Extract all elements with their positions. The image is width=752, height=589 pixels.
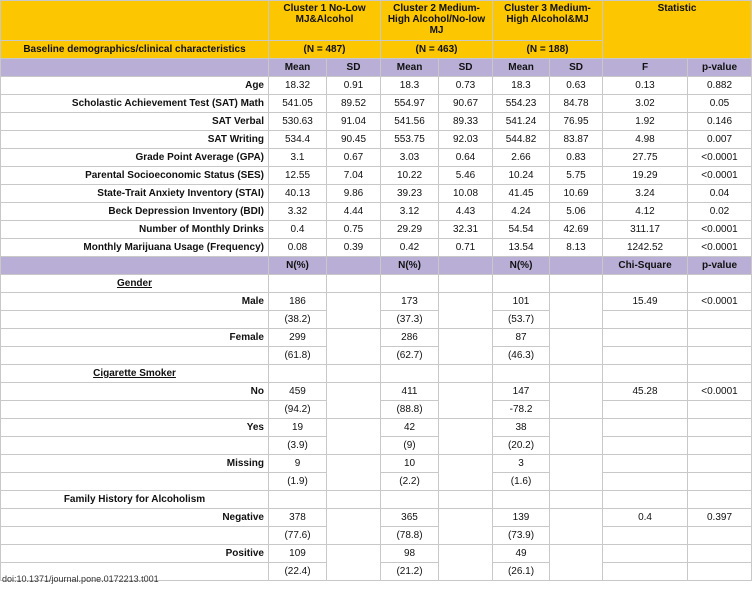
table-cell: 0.73	[439, 77, 493, 95]
table-cell: 541.24	[493, 113, 550, 131]
percent-cell: (61.8)	[269, 347, 327, 365]
percent-cell: (2.2)	[381, 473, 439, 491]
count-cell: 147	[493, 383, 550, 401]
table-cell: 10.24	[493, 167, 550, 185]
table-cell: 0.75	[327, 221, 381, 239]
count-cell: 9	[269, 455, 327, 473]
row-label: Monthly Marijuana Usage (Frequency)	[1, 239, 269, 257]
blank-cell	[603, 527, 688, 545]
count-cell: 411	[381, 383, 439, 401]
blank-cell	[381, 275, 439, 293]
row-label: Missing	[1, 455, 269, 473]
table-cell: 0.64	[439, 149, 493, 167]
cluster2-header: Cluster 2 Medium-High Alcohol/No-low MJ	[381, 1, 493, 41]
blank-cell	[688, 437, 752, 455]
blank-cell	[439, 383, 493, 419]
blank-cell	[439, 509, 493, 545]
blank-cell	[1, 401, 269, 419]
table-cell: 9.86	[327, 185, 381, 203]
blank-cell	[327, 455, 381, 491]
blank-cell	[327, 491, 381, 509]
column-header: p-value	[688, 257, 752, 275]
group-title-row	[1, 275, 752, 293]
blank-cell	[603, 347, 688, 365]
table-row	[1, 419, 752, 437]
table-cell: 5.75	[550, 167, 603, 185]
table-cell: 530.63	[269, 113, 327, 131]
count-cell: 139	[493, 509, 550, 527]
table-cell: 3.02	[603, 95, 688, 113]
blank-cell	[1, 527, 269, 545]
count-cell: 186	[269, 293, 327, 311]
table-cell: 19.29	[603, 167, 688, 185]
table-cell: 3.24	[603, 185, 688, 203]
blank-cell	[688, 491, 752, 509]
blank-cell	[550, 275, 603, 293]
table-cell: 1242.52	[603, 239, 688, 257]
count-cell: 10	[381, 455, 439, 473]
table-cell: 5.06	[550, 203, 603, 221]
blank-cell	[688, 311, 752, 329]
table-cell: 534.4	[269, 131, 327, 149]
blank-cell	[327, 275, 381, 293]
table-row	[1, 95, 752, 113]
table-cell: 541.05	[269, 95, 327, 113]
table-row	[1, 149, 752, 167]
percent-cell: (94.2)	[269, 401, 327, 419]
table-cell: 92.03	[439, 131, 493, 149]
table-cell: 12.55	[269, 167, 327, 185]
table-cell: 0.39	[327, 239, 381, 257]
table-cell: 29.29	[381, 221, 439, 239]
blank-cell	[688, 473, 752, 491]
chi-square-value: 15.49	[603, 293, 688, 311]
blank-cell	[603, 419, 688, 437]
blank-cell	[269, 275, 327, 293]
cluster1-n: (N = 487)	[269, 41, 381, 59]
table-cell: 7.04	[327, 167, 381, 185]
column-header: Chi-Square	[603, 257, 688, 275]
table-cell: 0.13	[603, 77, 688, 95]
table-cell: 10.22	[381, 167, 439, 185]
table-cell: <0.0001	[688, 239, 752, 257]
column-header: N(%)	[381, 257, 439, 275]
blank-cell	[381, 491, 439, 509]
percent-cell: (1.9)	[269, 473, 327, 491]
table-cell: 3.03	[381, 149, 439, 167]
gender-title	[1, 275, 269, 293]
column-header: N(%)	[493, 257, 550, 275]
row-label: Female	[1, 329, 269, 347]
blank-cell	[550, 491, 603, 509]
percent-cell: (46.3)	[493, 347, 550, 365]
smoker-title-text: Cigarette Smoker	[93, 368, 176, 379]
table-row	[1, 167, 752, 185]
table-row	[1, 545, 752, 563]
table-cell: 541.56	[381, 113, 439, 131]
table-row	[1, 329, 752, 347]
percent-cell: (1.6)	[493, 473, 550, 491]
table-cell: 83.87	[550, 131, 603, 149]
blank-cell	[439, 365, 493, 383]
table-row	[1, 509, 752, 527]
row-label: Number of Monthly Drinks	[1, 221, 269, 239]
percent-cell: (78.8)	[381, 527, 439, 545]
table-cell: 0.08	[269, 239, 327, 257]
count-cell: 173	[381, 293, 439, 311]
chi-square-value: 45.28	[603, 383, 688, 401]
group-title-row	[1, 491, 752, 509]
column-header: p-value	[688, 59, 752, 77]
table-cell: 1.92	[603, 113, 688, 131]
table-cell: 4.44	[327, 203, 381, 221]
percent-cell: (88.8)	[381, 401, 439, 419]
count-cell: 87	[493, 329, 550, 347]
table-cell: 0.007	[688, 131, 752, 149]
table-cell: 39.23	[381, 185, 439, 203]
percent-cell: (3.9)	[269, 437, 327, 455]
count-cell: 42	[381, 419, 439, 437]
blank-cell	[688, 419, 752, 437]
cluster2-n: (N = 463)	[381, 41, 493, 59]
percent-cell: (62.7)	[381, 347, 439, 365]
table-cell: 91.04	[327, 113, 381, 131]
row-label: Grade Point Average (GPA)	[1, 149, 269, 167]
table-cell: 554.23	[493, 95, 550, 113]
column-header: F	[603, 59, 688, 77]
table-cell: 0.02	[688, 203, 752, 221]
table-cell: 18.32	[269, 77, 327, 95]
row-label: Beck Depression Inventory (BDI)	[1, 203, 269, 221]
table-cell: <0.0001	[688, 149, 752, 167]
count-cell: 459	[269, 383, 327, 401]
cluster3-n: (N = 188)	[493, 41, 603, 59]
blank-cell	[493, 275, 550, 293]
table-row	[1, 455, 752, 473]
percent-cell: (73.9)	[493, 527, 550, 545]
table-row	[1, 77, 752, 95]
count-cell: 3	[493, 455, 550, 473]
blank-cell	[550, 257, 603, 275]
blank-cell	[1, 437, 269, 455]
blank-cell	[327, 365, 381, 383]
table-cell: 0.83	[550, 149, 603, 167]
percent-cell: (9)	[381, 437, 439, 455]
table-cell: 42.69	[550, 221, 603, 239]
table-cell: 0.04	[688, 185, 752, 203]
blank-cell	[603, 545, 688, 563]
table-cell: <0.0001	[688, 221, 752, 239]
table-cell: 8.13	[550, 239, 603, 257]
blank-cell	[439, 455, 493, 491]
row-label: Age	[1, 77, 269, 95]
smoker-title	[1, 365, 269, 383]
row-label: State-Trait Anxiety Inventory (STAI)	[1, 185, 269, 203]
column-header: Mean	[381, 59, 439, 77]
table-cell: 3.1	[269, 149, 327, 167]
categorical-header-row	[1, 257, 752, 275]
blank-cell	[550, 329, 603, 365]
blank-cell	[1, 311, 269, 329]
blank-cell	[688, 527, 752, 545]
count-cell: 101	[493, 293, 550, 311]
table-cell: 2.66	[493, 149, 550, 167]
blank-cell	[439, 419, 493, 455]
column-header: SD	[550, 59, 603, 77]
table-cell: 84.78	[550, 95, 603, 113]
cluster1-header: Cluster 1 No-Low MJ&Alcohol	[269, 1, 381, 41]
table-cell: 311.17	[603, 221, 688, 239]
table-cell: 32.31	[439, 221, 493, 239]
table-cell: 3.32	[269, 203, 327, 221]
blank-cell	[603, 563, 688, 581]
table-cell: 0.146	[688, 113, 752, 131]
blank-cell	[1, 473, 269, 491]
table-cell: 4.24	[493, 203, 550, 221]
blank-cell	[603, 473, 688, 491]
table-cell: 0.882	[688, 77, 752, 95]
blank-cell	[327, 383, 381, 419]
table-cell: 41.45	[493, 185, 550, 203]
blank-cell	[550, 365, 603, 383]
column-header: N(%)	[269, 257, 327, 275]
row-label: Scholastic Achievement Test (SAT) Math	[1, 95, 269, 113]
table-row	[1, 131, 752, 149]
table-cell: 27.75	[603, 149, 688, 167]
table-cell: 0.05	[688, 95, 752, 113]
blank-cell	[688, 401, 752, 419]
continuous-header-row	[1, 59, 752, 77]
percent-cell: (53.7)	[493, 311, 550, 329]
statistic-header: Statistic	[603, 1, 752, 59]
row-label: SAT Verbal	[1, 113, 269, 131]
percent-cell: (22.4)	[269, 563, 327, 581]
table-cell: 3.12	[381, 203, 439, 221]
group-title-row	[1, 365, 752, 383]
table-row	[1, 293, 752, 311]
p-value: 0.397	[688, 509, 752, 527]
family-history-title	[1, 491, 269, 509]
row-label: No	[1, 383, 269, 401]
blank-cell	[439, 257, 493, 275]
blank-cell	[550, 419, 603, 455]
percent-cell: (77.6)	[269, 527, 327, 545]
blank-cell	[327, 293, 381, 329]
table-cell: 553.75	[381, 131, 439, 149]
table-cell: 10.08	[439, 185, 493, 203]
percent-cell: (37.3)	[381, 311, 439, 329]
column-header: Mean	[493, 59, 550, 77]
table-cell: <0.0001	[688, 167, 752, 185]
blank-cell	[269, 365, 327, 383]
count-cell: 365	[381, 509, 439, 527]
blank-cell	[603, 401, 688, 419]
row-label: Parental Socioeconomic Status (SES)	[1, 167, 269, 185]
table-cell: 18.3	[493, 77, 550, 95]
count-cell: 299	[269, 329, 327, 347]
header-row	[1, 1, 752, 41]
blank-cell	[439, 293, 493, 329]
table-cell: 0.71	[439, 239, 493, 257]
table-row	[1, 113, 752, 131]
count-cell: 98	[381, 545, 439, 563]
blank-cell	[688, 347, 752, 365]
row-label: SAT Writing	[1, 131, 269, 149]
count-cell: 378	[269, 509, 327, 527]
blank-cell	[327, 329, 381, 365]
blank-cell	[550, 509, 603, 545]
blank-cell	[603, 365, 688, 383]
chi-square-value: 0.4	[603, 509, 688, 527]
blank-cell	[688, 275, 752, 293]
blank-cell	[1, 347, 269, 365]
table-row	[1, 221, 752, 239]
table-cell: 0.67	[327, 149, 381, 167]
blank-cell	[603, 491, 688, 509]
blank-cell	[688, 365, 752, 383]
table-row	[1, 185, 752, 203]
blank-cell	[603, 455, 688, 473]
table-cell: 4.43	[439, 203, 493, 221]
table-cell: 554.97	[381, 95, 439, 113]
blank-cell	[439, 275, 493, 293]
table-row	[1, 239, 752, 257]
table-row	[1, 383, 752, 401]
blank-cell	[688, 329, 752, 347]
blank-cell	[603, 437, 688, 455]
blank-cell	[550, 383, 603, 419]
blank-cell	[603, 329, 688, 347]
table-cell: 544.82	[493, 131, 550, 149]
table-cell: 5.46	[439, 167, 493, 185]
blank-cell	[550, 455, 603, 491]
table-cell: 10.69	[550, 185, 603, 203]
blank-cell	[550, 293, 603, 329]
table-cell: 54.54	[493, 221, 550, 239]
blank-cell	[493, 491, 550, 509]
table-cell: 40.13	[269, 185, 327, 203]
blank-cell	[439, 545, 493, 581]
blank-cell	[269, 491, 327, 509]
count-cell: 38	[493, 419, 550, 437]
blank-cell	[381, 365, 439, 383]
family-history-title-text: Family History for Alcoholism	[63, 494, 206, 505]
blank-cell	[327, 545, 381, 581]
blank-cell	[688, 563, 752, 581]
percent-cell: (38.2)	[269, 311, 327, 329]
count-cell: 286	[381, 329, 439, 347]
blank-cell	[327, 509, 381, 545]
blank-cell	[327, 257, 381, 275]
table-row	[1, 203, 752, 221]
table-cell: 4.12	[603, 203, 688, 221]
table-cell: 76.95	[550, 113, 603, 131]
count-cell: 49	[493, 545, 550, 563]
table-cell: 0.91	[327, 77, 381, 95]
table-cell: 13.54	[493, 239, 550, 257]
blank-cell	[603, 311, 688, 329]
percent-cell: (26.1)	[493, 563, 550, 581]
row-label: Male	[1, 293, 269, 311]
blank-cell	[688, 455, 752, 473]
table-cell: 89.33	[439, 113, 493, 131]
blank-cell	[603, 275, 688, 293]
table-cell: 0.63	[550, 77, 603, 95]
percent-cell: -78.2	[493, 401, 550, 419]
count-cell: 109	[269, 545, 327, 563]
table-cell: 90.45	[327, 131, 381, 149]
cluster3-header: Cluster 3 Medium-High Alcohol&MJ	[493, 1, 603, 41]
row-label: Negative	[1, 509, 269, 527]
column-header: SD	[439, 59, 493, 77]
section-title: Baseline demographics/clinical characteristics	[1, 41, 269, 59]
blank-cell	[327, 419, 381, 455]
table-cell: 0.42	[381, 239, 439, 257]
percent-cell: (21.2)	[381, 563, 439, 581]
table-cell: 4.98	[603, 131, 688, 149]
table-cell: 0.4	[269, 221, 327, 239]
gender-title-text: Gender	[116, 278, 152, 289]
header-blank	[1, 1, 269, 41]
blank-cell	[550, 545, 603, 581]
blank-cell	[439, 329, 493, 365]
row-label: Positive	[1, 545, 269, 563]
table-cell: 89.52	[327, 95, 381, 113]
percent-cell: (20.2)	[493, 437, 550, 455]
blank-cell	[493, 365, 550, 383]
blank-cell	[1, 59, 269, 77]
column-header: Mean	[269, 59, 327, 77]
blank-cell	[688, 545, 752, 563]
p-value: <0.0001	[688, 383, 752, 401]
doi-caption: doi:10.1371/journal.pone.0172213.t001	[2, 574, 159, 584]
count-cell: 19	[269, 419, 327, 437]
table-cell: 18.3	[381, 77, 439, 95]
blank-cell	[1, 257, 269, 275]
column-header: SD	[327, 59, 381, 77]
blank-cell	[439, 491, 493, 509]
row-label: Yes	[1, 419, 269, 437]
table-cell: 90.67	[439, 95, 493, 113]
p-value: <0.0001	[688, 293, 752, 311]
